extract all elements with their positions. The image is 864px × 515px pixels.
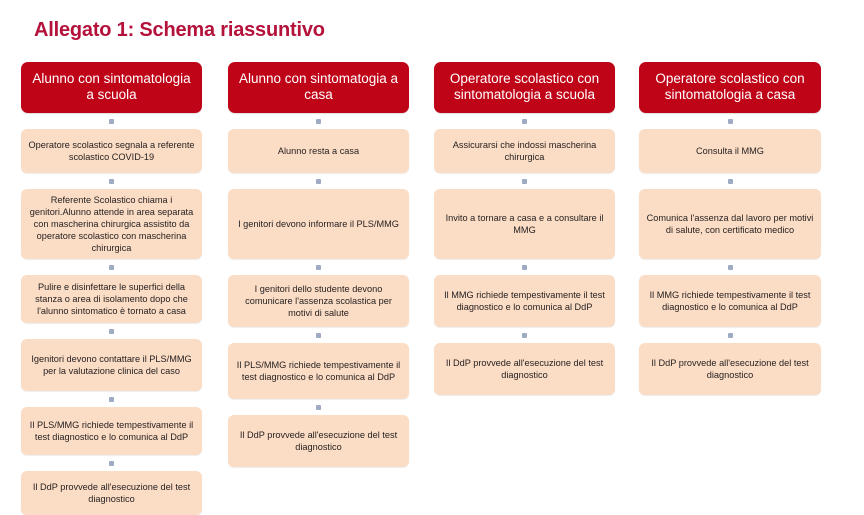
column-header-box[interactable]: Operatore scolastico con sintomatologia a scuola [434, 62, 615, 113]
connector-dot-icon [316, 333, 321, 338]
connector-arrow [228, 173, 409, 189]
connector-dot-icon [728, 265, 733, 270]
page-title: Allegato 1: Schema riassuntivo [34, 19, 325, 41]
connector-dot-icon [316, 405, 321, 410]
column-header-box[interactable]: Alunno con sintomatologia a scuola [21, 62, 202, 113]
connector-arrow [21, 173, 202, 189]
step-box[interactable]: Consulta il MMG [639, 129, 821, 173]
connector-dot-icon [316, 119, 321, 124]
column-header-box[interactable]: Alunno con sintomatogia a casa [228, 62, 409, 113]
connector-arrow [639, 173, 821, 189]
connector-dot-icon [522, 179, 527, 184]
connector-dot-icon [522, 333, 527, 338]
connector-arrow [434, 113, 615, 129]
connector-arrow [639, 113, 821, 129]
step-box[interactable]: Il MMG richiede tempestivamente il test diagnostico e lo comunica al DdP [434, 275, 615, 327]
connector-arrow [639, 327, 821, 343]
connector-arrow [434, 327, 615, 343]
connector-dot-icon [728, 333, 733, 338]
step-box[interactable]: I genitori dello studente devono comunicare l'assenza scolastica per motivi di salute [228, 275, 409, 327]
flow-column-alunno-casa [228, 62, 409, 467]
flowchart-columns [0, 62, 864, 515]
step-box[interactable]: Assicurarsi che indossi mascherina chirurgica [434, 129, 615, 173]
step-box[interactable]: Il DdP provvede all'esecuzione del test diagnostico [434, 343, 615, 395]
connector-arrow [21, 391, 202, 407]
connector-arrow [21, 259, 202, 275]
flow-column-operatore-scuola [434, 62, 615, 395]
connector-dot-icon [109, 265, 114, 270]
connector-dot-icon [316, 265, 321, 270]
connector-dot-icon [316, 179, 321, 184]
connector-dot-icon [728, 119, 733, 124]
flow-column-operatore-casa [639, 62, 821, 395]
connector-dot-icon [109, 329, 114, 334]
connector-arrow [228, 259, 409, 275]
connector-dot-icon [728, 179, 733, 184]
connector-dot-icon [109, 397, 114, 402]
connector-arrow [21, 323, 202, 339]
connector-dot-icon [522, 265, 527, 270]
connector-arrow [228, 113, 409, 129]
connector-arrow [228, 327, 409, 343]
step-box[interactable]: Il DdP provvede all'esecuzione del test diagnostico [21, 471, 202, 515]
connector-arrow [434, 173, 615, 189]
connector-dot-icon [109, 461, 114, 466]
connector-arrow [228, 399, 409, 415]
connector-arrow [434, 259, 615, 275]
step-box[interactable]: Igenitori devono contattare il PLS/MMG per la valutazione clinica del caso [21, 339, 202, 391]
step-box[interactable]: Il DdP provvede all'esecuzione del test diagnostico [639, 343, 821, 395]
step-box[interactable]: Operatore scolastico segnala a referente scolastico COVID-19 [21, 129, 202, 173]
column-header-box[interactable]: Operatore scolastico con sintomatologia a casa [639, 62, 821, 113]
connector-dot-icon [109, 179, 114, 184]
step-box[interactable]: Invito a tornare a casa e a consultare il MMG [434, 189, 615, 259]
step-box[interactable]: I genitori devono informare il PLS/MMG [228, 189, 409, 259]
step-box[interactable]: Il DdP provvede all'esecuzione del test diagnostico [228, 415, 409, 467]
step-box[interactable]: Il PLS/MMG richiede tempestivamente il test diagnostico e lo comunica al DdP [228, 343, 409, 399]
step-box[interactable]: Pulire e disinfettare le superfici della stanza o area di isolamento dopo che l'alunno sintomatico è tornato a casa [21, 275, 202, 323]
connector-arrow [639, 259, 821, 275]
flow-column-alunno-scuola [21, 62, 202, 515]
step-box[interactable]: Il PLS/MMG richiede tempestivamente il test diagnostico e lo comunica al DdP [21, 407, 202, 455]
connector-dot-icon [522, 119, 527, 124]
step-box[interactable]: Alunno resta a casa [228, 129, 409, 173]
connector-arrow [21, 113, 202, 129]
connector-arrow [21, 455, 202, 471]
connector-dot-icon [109, 119, 114, 124]
step-box[interactable]: Comunica l'assenza dal lavoro per motivi di salute, con certificato medico [639, 189, 821, 259]
step-box[interactable]: Il MMG richiede tempestivamente il test diagnostico e lo comunica al DdP [639, 275, 821, 327]
step-box[interactable]: Referente Scolastico chiama i genitori.Alunno attende in area separata con mascherina chirurgica assistito da operatore scolastico con mascherina chirurgica [21, 189, 202, 259]
